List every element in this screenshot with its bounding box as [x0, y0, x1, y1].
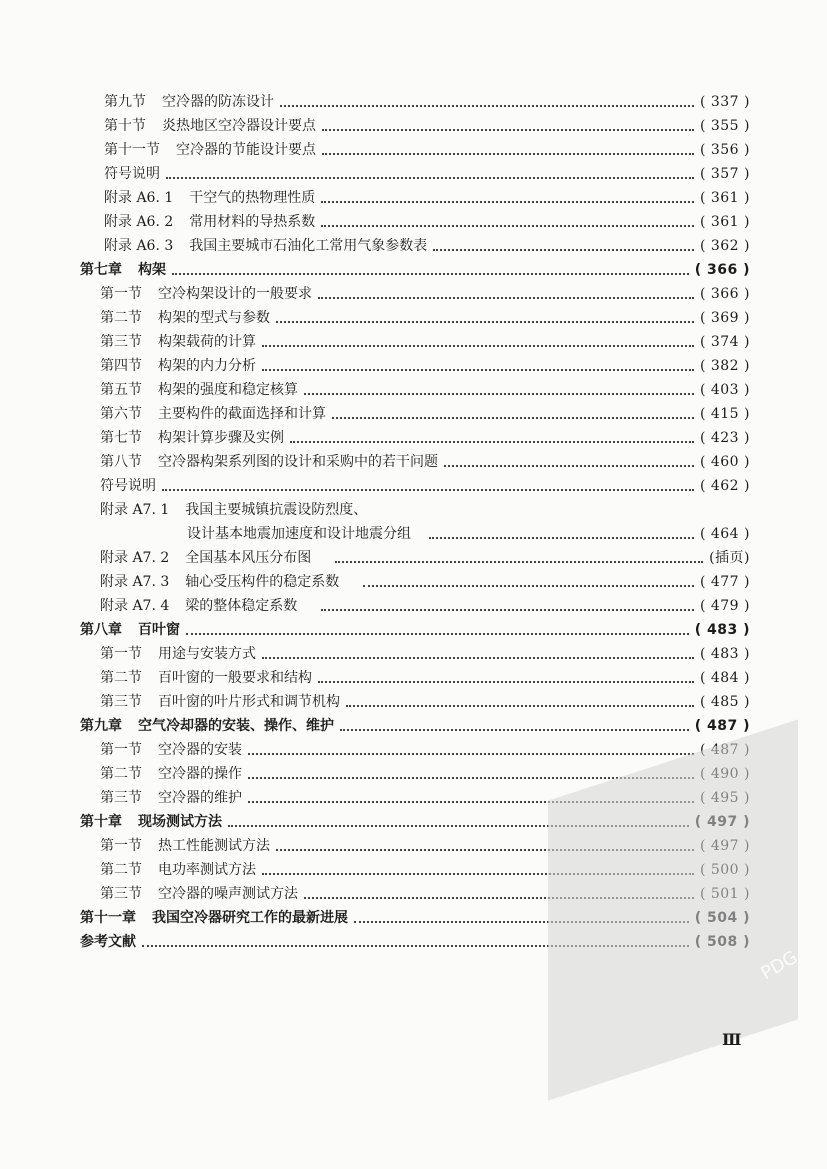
toc-entry	[100, 306, 750, 330]
entry-page: ( 483 )	[694, 622, 750, 638]
chapter-title: 百叶窗	[138, 622, 180, 638]
leader-dots	[262, 368, 694, 371]
entry-page: ( 374 )	[699, 334, 750, 350]
entry-title: 主要构件的截面选择和计算	[158, 406, 326, 422]
leader-dots	[321, 200, 694, 203]
entry-title: 空冷器的防冻设计	[162, 94, 274, 110]
toc-entry	[100, 282, 750, 306]
chapter-label: 第七章	[80, 262, 122, 278]
entry-label: 附录 A7. 2	[100, 550, 170, 566]
entry-title: 空冷器的节能设计要点	[176, 142, 316, 158]
references-title: 参考文献	[80, 934, 136, 950]
entry-page: ( 357 )	[699, 166, 750, 182]
entry-page: ( 460 )	[699, 454, 750, 470]
entry-label: 第五节	[100, 382, 142, 398]
leader-dots	[340, 728, 689, 731]
entry-label: 第二节	[100, 862, 142, 878]
entry-title: 我国主要城市石油化工常用气象参数表	[189, 238, 428, 254]
leader-dots	[346, 704, 694, 707]
entry-label: 第三节	[100, 334, 142, 350]
entry-title: 符号说明	[104, 166, 160, 182]
chapter-label: 第八章	[80, 622, 122, 638]
entry-label: 第一节	[100, 838, 142, 854]
leader-dots	[429, 536, 694, 539]
entry-title: 百叶窗的一般要求和结构	[158, 670, 312, 686]
entry-page: ( 355 )	[699, 118, 750, 134]
leader-dots	[332, 416, 694, 419]
entry-title: 符号说明	[100, 478, 156, 494]
page-number: Ⅲ	[722, 1030, 742, 1049]
leader-dots	[290, 440, 694, 443]
entry-page: ( 362 )	[699, 238, 750, 254]
leader-dots	[248, 752, 694, 755]
entry-title: 空冷器的维护	[158, 790, 242, 806]
entry-page: ( 483 )	[699, 646, 750, 662]
entry-title-continued: 设计基本地震加速度和设计地震分组	[187, 526, 411, 542]
entry-page: ( 423 )	[699, 430, 750, 446]
leader-dots	[321, 608, 694, 611]
entry-page: ( 337 )	[699, 94, 750, 110]
leader-dots	[280, 104, 694, 107]
leader-dots	[186, 632, 689, 635]
entry-page: ( 366 )	[694, 262, 750, 278]
entry-title: 构架载荷的计算	[158, 334, 256, 350]
entry-title: 炎热地区空冷器设计要点	[162, 118, 316, 134]
leader-dots	[433, 248, 694, 251]
entry-label: 第七节	[100, 430, 142, 446]
entry-label: 第三节	[100, 886, 142, 902]
leader-dots	[444, 464, 694, 467]
chapter-label: 第十一章	[80, 910, 136, 926]
entry-label: 附录 A7. 3	[100, 574, 170, 590]
entry-label: 附录 A6. 1	[104, 190, 174, 206]
leader-dots	[318, 296, 694, 299]
entry-label: 第十一节	[104, 142, 160, 158]
toc-chapter	[80, 258, 750, 282]
leader-dots	[172, 272, 689, 275]
leader-dots	[322, 128, 694, 131]
leader-dots	[322, 152, 694, 155]
entry-title: 空冷器的噪声测试方法	[158, 886, 298, 902]
entry-title: 我国主要城镇抗震设防烈度、	[185, 502, 368, 518]
entry-label: 第四节	[100, 358, 142, 374]
toc-entry	[100, 666, 750, 690]
entry-page: ( 485 )	[699, 694, 750, 710]
chapter-label: 第十章	[80, 814, 122, 830]
toc-entry	[100, 402, 750, 426]
toc-entry	[100, 546, 750, 570]
toc-entry	[104, 210, 750, 234]
entry-title: 构架的强度和稳定核算	[158, 382, 298, 398]
toc-entry	[100, 354, 750, 378]
toc-entry	[100, 426, 750, 450]
toc-entry	[104, 234, 750, 258]
entry-label: 第一节	[100, 286, 142, 302]
toc-chapter	[80, 618, 750, 642]
entry-label: 第三节	[100, 790, 142, 806]
entry-title: 空冷器的安装	[158, 742, 242, 758]
entry-title: 梁的整体稳定系数	[185, 598, 298, 614]
chapter-label: 第九章	[80, 718, 122, 734]
entry-page: ( 415 )	[699, 406, 750, 422]
toc-entry	[100, 474, 750, 498]
entry-label: 附录 A6. 3	[104, 238, 174, 254]
entry-title: 用途与安装方式	[158, 646, 256, 662]
entry-label: 第二节	[100, 766, 142, 782]
entry-label: 第一节	[100, 646, 142, 662]
entry-label: 第九节	[104, 94, 146, 110]
toc-entry	[100, 330, 750, 354]
entry-label: 第二节	[100, 310, 142, 326]
toc-entry	[100, 642, 750, 666]
entry-title: 常用材料的导热系数	[189, 214, 316, 230]
entry-page: ( 356 )	[699, 142, 750, 158]
entry-label: 第一节	[100, 742, 142, 758]
entry-title: 空冷构架设计的一般要求	[158, 286, 312, 302]
leader-dots	[262, 344, 694, 347]
toc-entry	[100, 378, 750, 402]
leader-dots	[363, 584, 694, 587]
entry-label: 第八节	[100, 454, 142, 470]
toc-entry	[104, 138, 750, 162]
entry-title: 轴心受压构件的稳定系数	[185, 574, 340, 590]
toc-entry	[100, 738, 750, 762]
entry-title: 空冷器的操作	[158, 766, 242, 782]
toc-entry	[100, 594, 750, 618]
entry-page: ( 403 )	[699, 382, 750, 398]
entry-title: 全国基本风压分布图	[185, 550, 312, 566]
entry-page: ( 484 )	[699, 670, 750, 686]
entry-page: ( 361 )	[699, 214, 750, 230]
entry-title: 构架的内力分析	[158, 358, 256, 374]
entry-label: 附录 A7. 4	[100, 598, 170, 614]
entry-page: ( 361 )	[699, 190, 750, 206]
chapter-title: 我国空冷器研究工作的最新进展	[152, 910, 348, 926]
entry-label: 第十节	[104, 118, 146, 134]
entry-title: 电功率测试方法	[158, 862, 256, 878]
leader-dots	[321, 224, 694, 227]
toc-entry-line1	[100, 498, 367, 522]
entry-title: 干空气的热物理性质	[189, 190, 316, 206]
entry-page: ( 464 )	[699, 526, 750, 542]
entry-label: 附录 A6. 2	[104, 214, 174, 230]
toc-entry	[100, 570, 750, 594]
entry-page: ( 366 )	[699, 286, 750, 302]
leader-dots	[304, 392, 694, 395]
leader-dots	[262, 656, 694, 659]
entry-page: ( 382 )	[699, 358, 750, 374]
toc-entry	[100, 450, 750, 474]
toc-entry	[104, 186, 750, 210]
entry-title: 百叶窗的叶片形式和调节机构	[158, 694, 340, 710]
entry-page: ( 462 )	[699, 478, 750, 494]
entry-label: 附录 A7. 1	[100, 502, 170, 518]
toc-entry	[104, 162, 750, 186]
entry-page: ( 487 )	[694, 718, 750, 734]
chapter-title: 现场测试方法	[138, 814, 222, 830]
entry-label: 第六节	[100, 406, 142, 422]
entry-page: ( 477 )	[699, 574, 750, 590]
toc-chapter	[80, 714, 750, 738]
leader-dots	[166, 176, 694, 179]
entry-title: 热工性能测试方法	[158, 838, 270, 854]
entry-page: ( 479 )	[699, 598, 750, 614]
leader-dots	[276, 320, 694, 323]
entry-page: ( 369 )	[699, 310, 750, 326]
chapter-title: 空气冷却器的安装、操作、维护	[138, 718, 334, 734]
entry-title: 构架的型式与参数	[158, 310, 270, 326]
toc-entry	[104, 90, 750, 114]
leader-dots	[162, 488, 694, 491]
entry-page: (插页)	[709, 550, 750, 566]
entry-label: 第二节	[100, 670, 142, 686]
toc-entry	[187, 522, 750, 546]
entry-label: 第三节	[100, 694, 142, 710]
leader-dots	[318, 680, 694, 683]
chapter-title: 构架	[138, 262, 166, 278]
toc-entry	[100, 690, 750, 714]
entry-title: 空冷器构架系列图的设计和采购中的若干问题	[158, 454, 438, 470]
leader-dots	[335, 560, 703, 563]
toc-entry	[104, 114, 750, 138]
entry-title: 构架计算步骤及实例	[158, 430, 284, 446]
watermark-text: PDG	[757, 946, 802, 985]
